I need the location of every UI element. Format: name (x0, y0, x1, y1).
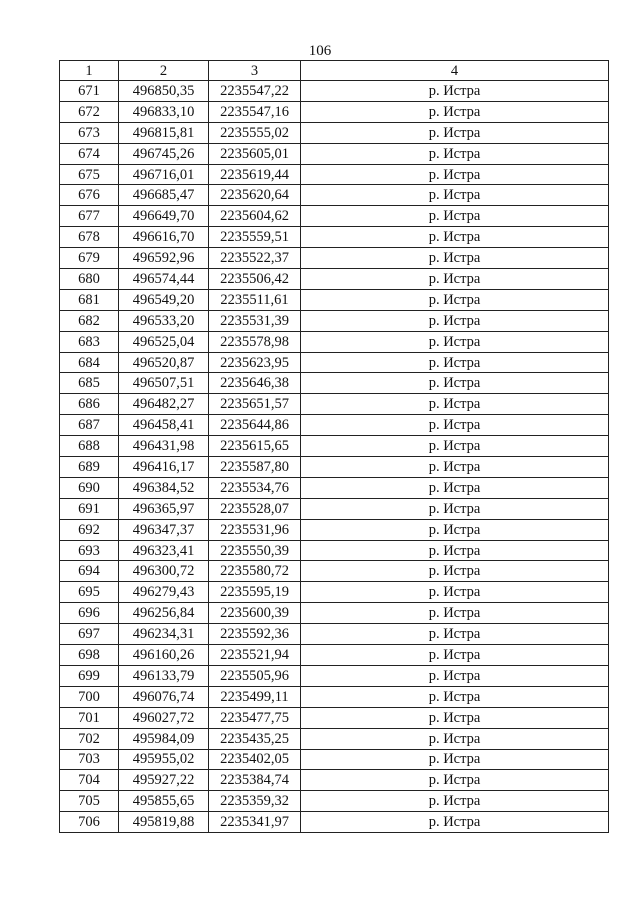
y-coordinate-cell: 2235600,39 (209, 603, 301, 624)
x-coordinate-cell: 496850,35 (119, 81, 209, 102)
x-coordinate-cell: 495984,09 (119, 728, 209, 749)
x-coordinate-cell: 495927,22 (119, 770, 209, 791)
table-row (60, 498, 609, 519)
column-header-4: 4 (301, 61, 609, 81)
point-number-cell: 702 (60, 728, 119, 749)
y-coordinate-cell: 2235644,86 (209, 415, 301, 436)
y-coordinate-cell: 2235595,19 (209, 582, 301, 603)
point-number-cell: 673 (60, 122, 119, 143)
point-number-cell: 689 (60, 457, 119, 478)
table-row (60, 812, 609, 833)
y-coordinate-cell: 2235578,98 (209, 331, 301, 352)
description-cell: р. Истра (301, 352, 609, 373)
table-row (60, 394, 609, 415)
description-cell: р. Истра (301, 686, 609, 707)
point-number-cell: 674 (60, 143, 119, 164)
x-coordinate-cell: 496458,41 (119, 415, 209, 436)
x-coordinate-cell: 496027,72 (119, 707, 209, 728)
description-cell: р. Истра (301, 665, 609, 686)
y-coordinate-cell: 2235559,51 (209, 227, 301, 248)
description-cell: р. Истра (301, 143, 609, 164)
y-coordinate-cell: 2235341,97 (209, 812, 301, 833)
x-coordinate-cell: 496716,01 (119, 164, 209, 185)
point-number-cell: 697 (60, 624, 119, 645)
description-cell: р. Истра (301, 561, 609, 582)
point-number-cell: 687 (60, 415, 119, 436)
y-coordinate-cell: 2235623,95 (209, 352, 301, 373)
y-coordinate-cell: 2235651,57 (209, 394, 301, 415)
point-number-cell: 676 (60, 185, 119, 206)
point-number-cell: 680 (60, 269, 119, 290)
table-row (60, 645, 609, 666)
table-row (60, 143, 609, 164)
column-header-3: 3 (209, 61, 301, 81)
description-cell: р. Истра (301, 164, 609, 185)
point-number-cell: 694 (60, 561, 119, 582)
table-row (60, 436, 609, 457)
x-coordinate-cell: 496347,37 (119, 519, 209, 540)
description-cell: р. Истра (301, 707, 609, 728)
y-coordinate-cell: 2235604,62 (209, 206, 301, 227)
table-row (60, 540, 609, 561)
description-cell: р. Истра (301, 603, 609, 624)
table-row (60, 582, 609, 603)
point-number-cell: 671 (60, 81, 119, 102)
description-cell: р. Истра (301, 331, 609, 352)
x-coordinate-cell: 496833,10 (119, 101, 209, 122)
y-coordinate-cell: 2235477,75 (209, 707, 301, 728)
table-row (60, 331, 609, 352)
column-header-2: 2 (119, 61, 209, 81)
point-number-cell: 696 (60, 603, 119, 624)
y-coordinate-cell: 2235522,37 (209, 248, 301, 269)
x-coordinate-cell: 496279,43 (119, 582, 209, 603)
description-cell: р. Истра (301, 122, 609, 143)
column-header-1: 1 (60, 61, 119, 81)
description-cell: р. Истра (301, 457, 609, 478)
description-cell: р. Истра (301, 791, 609, 812)
y-coordinate-cell: 2235547,22 (209, 81, 301, 102)
description-cell: р. Истра (301, 770, 609, 791)
x-coordinate-cell: 496384,52 (119, 477, 209, 498)
table-row (60, 122, 609, 143)
description-cell: р. Истра (301, 519, 609, 540)
x-coordinate-cell: 496482,27 (119, 394, 209, 415)
description-cell: р. Истра (301, 645, 609, 666)
y-coordinate-cell: 2235511,61 (209, 289, 301, 310)
table-row (60, 164, 609, 185)
table-row (60, 728, 609, 749)
point-number-cell: 695 (60, 582, 119, 603)
y-coordinate-cell: 2235587,80 (209, 457, 301, 478)
description-cell: р. Истра (301, 373, 609, 394)
coordinates-table (59, 60, 609, 833)
x-coordinate-cell: 495955,02 (119, 749, 209, 770)
point-number-cell: 682 (60, 310, 119, 331)
x-coordinate-cell: 495819,88 (119, 812, 209, 833)
x-coordinate-cell: 496549,20 (119, 289, 209, 310)
point-number-cell: 704 (60, 770, 119, 791)
description-cell: р. Истра (301, 185, 609, 206)
x-coordinate-cell: 496300,72 (119, 561, 209, 582)
point-number-cell: 685 (60, 373, 119, 394)
table-row (60, 770, 609, 791)
y-coordinate-cell: 2235531,96 (209, 519, 301, 540)
y-coordinate-cell: 2235605,01 (209, 143, 301, 164)
point-number-cell: 688 (60, 436, 119, 457)
point-number-cell: 701 (60, 707, 119, 728)
table-row (60, 665, 609, 686)
y-coordinate-cell: 2235505,96 (209, 665, 301, 686)
y-coordinate-cell: 2235521,94 (209, 645, 301, 666)
point-number-cell: 703 (60, 749, 119, 770)
y-coordinate-cell: 2235547,16 (209, 101, 301, 122)
y-coordinate-cell: 2235620,64 (209, 185, 301, 206)
point-number-cell: 675 (60, 164, 119, 185)
x-coordinate-cell: 495855,65 (119, 791, 209, 812)
point-number-cell: 691 (60, 498, 119, 519)
page-number: 106 (308, 43, 332, 59)
table-row (60, 352, 609, 373)
table-row (60, 81, 609, 102)
table-row (60, 477, 609, 498)
description-cell: р. Истра (301, 269, 609, 290)
description-cell: р. Истра (301, 812, 609, 833)
description-cell: р. Истра (301, 206, 609, 227)
description-cell: р. Истра (301, 227, 609, 248)
description-cell: р. Истра (301, 540, 609, 561)
point-number-cell: 692 (60, 519, 119, 540)
table-row (60, 603, 609, 624)
table-row (60, 707, 609, 728)
table-row (60, 373, 609, 394)
table-row (60, 791, 609, 812)
description-cell: р. Истра (301, 81, 609, 102)
x-coordinate-cell: 496520,87 (119, 352, 209, 373)
point-number-cell: 672 (60, 101, 119, 122)
point-number-cell: 698 (60, 645, 119, 666)
table-row (60, 289, 609, 310)
description-cell: р. Истра (301, 415, 609, 436)
description-cell: р. Истра (301, 436, 609, 457)
y-coordinate-cell: 2235534,76 (209, 477, 301, 498)
y-coordinate-cell: 2235435,25 (209, 728, 301, 749)
x-coordinate-cell: 496685,47 (119, 185, 209, 206)
table-row (60, 624, 609, 645)
y-coordinate-cell: 2235499,11 (209, 686, 301, 707)
description-cell: р. Истра (301, 477, 609, 498)
x-coordinate-cell: 496234,31 (119, 624, 209, 645)
table-row (60, 101, 609, 122)
x-coordinate-cell: 496616,70 (119, 227, 209, 248)
point-number-cell: 684 (60, 352, 119, 373)
x-coordinate-cell: 496525,04 (119, 331, 209, 352)
point-number-cell: 677 (60, 206, 119, 227)
x-coordinate-cell: 496431,98 (119, 436, 209, 457)
point-number-cell: 693 (60, 540, 119, 561)
table-row (60, 310, 609, 331)
x-coordinate-cell: 496815,81 (119, 122, 209, 143)
point-number-cell: 681 (60, 289, 119, 310)
table-row (60, 561, 609, 582)
description-cell: р. Истра (301, 248, 609, 269)
table-row (60, 749, 609, 770)
point-number-cell: 700 (60, 686, 119, 707)
y-coordinate-cell: 2235615,65 (209, 436, 301, 457)
table-row (60, 248, 609, 269)
description-cell: р. Истра (301, 728, 609, 749)
table-header-row (60, 61, 609, 81)
x-coordinate-cell: 496533,20 (119, 310, 209, 331)
x-coordinate-cell: 496574,44 (119, 269, 209, 290)
table-row (60, 519, 609, 540)
table-row (60, 269, 609, 290)
table-row (60, 227, 609, 248)
x-coordinate-cell: 496745,26 (119, 143, 209, 164)
description-cell: р. Истра (301, 310, 609, 331)
y-coordinate-cell: 2235402,05 (209, 749, 301, 770)
point-number-cell: 699 (60, 665, 119, 686)
description-cell: р. Истра (301, 101, 609, 122)
description-cell: р. Истра (301, 394, 609, 415)
description-cell: р. Истра (301, 749, 609, 770)
point-number-cell: 690 (60, 477, 119, 498)
table-row (60, 206, 609, 227)
x-coordinate-cell: 496416,17 (119, 457, 209, 478)
x-coordinate-cell: 496256,84 (119, 603, 209, 624)
x-coordinate-cell: 496507,51 (119, 373, 209, 394)
x-coordinate-cell: 496323,41 (119, 540, 209, 561)
y-coordinate-cell: 2235555,02 (209, 122, 301, 143)
description-cell: р. Истра (301, 624, 609, 645)
y-coordinate-cell: 2235580,72 (209, 561, 301, 582)
description-cell: р. Истра (301, 498, 609, 519)
x-coordinate-cell: 496076,74 (119, 686, 209, 707)
y-coordinate-cell: 2235528,07 (209, 498, 301, 519)
table-row (60, 415, 609, 436)
table-body (60, 81, 609, 833)
table-row (60, 185, 609, 206)
y-coordinate-cell: 2235506,42 (209, 269, 301, 290)
x-coordinate-cell: 496649,70 (119, 206, 209, 227)
x-coordinate-cell: 496592,96 (119, 248, 209, 269)
y-coordinate-cell: 2235646,38 (209, 373, 301, 394)
point-number-cell: 705 (60, 791, 119, 812)
table-row (60, 686, 609, 707)
description-cell: р. Истра (301, 289, 609, 310)
y-coordinate-cell: 2235592,36 (209, 624, 301, 645)
y-coordinate-cell: 2235619,44 (209, 164, 301, 185)
x-coordinate-cell: 496160,26 (119, 645, 209, 666)
point-number-cell: 679 (60, 248, 119, 269)
point-number-cell: 706 (60, 812, 119, 833)
x-coordinate-cell: 496133,79 (119, 665, 209, 686)
y-coordinate-cell: 2235531,39 (209, 310, 301, 331)
y-coordinate-cell: 2235359,32 (209, 791, 301, 812)
point-number-cell: 683 (60, 331, 119, 352)
point-number-cell: 678 (60, 227, 119, 248)
x-coordinate-cell: 496365,97 (119, 498, 209, 519)
table-row (60, 457, 609, 478)
y-coordinate-cell: 2235384,74 (209, 770, 301, 791)
description-cell: р. Истра (301, 582, 609, 603)
point-number-cell: 686 (60, 394, 119, 415)
y-coordinate-cell: 2235550,39 (209, 540, 301, 561)
